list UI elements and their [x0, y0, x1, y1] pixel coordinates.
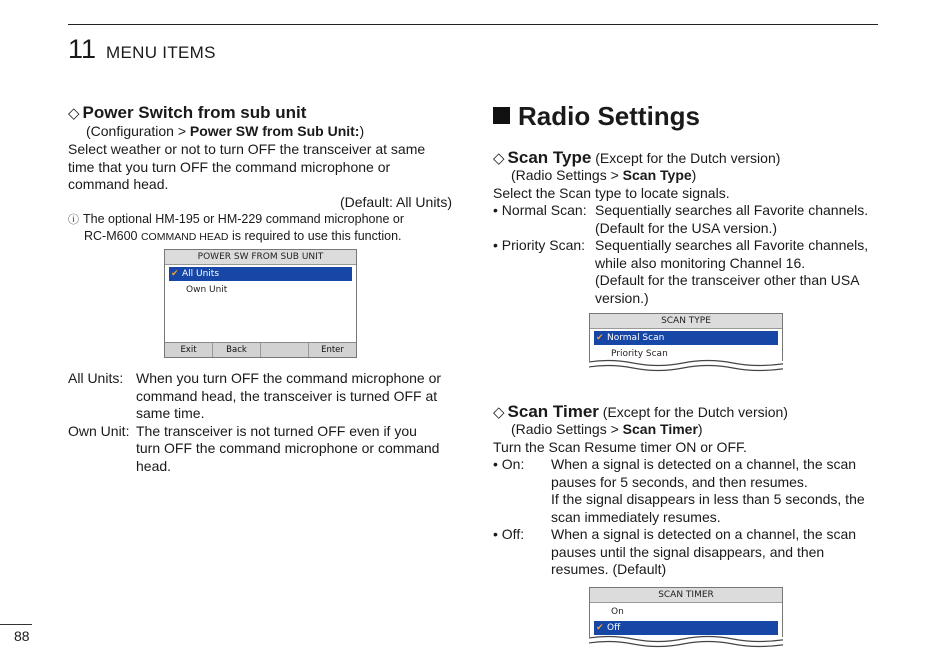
scan-timer-path: (Radio Settings > Scan Timer)	[511, 421, 703, 437]
power-switch-description: Select weather or not to turn OFF the transceiver at same time that you turn OFF the command microphone or command head.	[68, 141, 426, 192]
checkmark-icon: ✔	[171, 269, 179, 279]
page-number: 88	[14, 628, 30, 644]
list-item-off[interactable]: ✔ Off	[594, 621, 778, 635]
screen-title: SCAN TYPE	[590, 314, 782, 329]
diamond-outline-icon: ◇	[68, 105, 80, 122]
list-item-normal-scan[interactable]: ✔ Normal Scan	[594, 331, 778, 345]
screen-title: POWER SW FROM SUB UNIT	[165, 250, 356, 265]
power-switch-options: All Units: When you turn OFF the command microphone or command head, the transceiver is turned OFF at same time. Own Unit: The transceiver is not turned OFF even if you turn OFF the command microphone or command head.	[68, 370, 442, 474]
exit-key[interactable]: Exit	[165, 343, 213, 357]
power-switch-path: (Configuration > Power SW from Sub Unit:)	[86, 123, 365, 139]
chapter-header	[68, 34, 216, 65]
list-item-all-units[interactable]: ✔ All Units	[169, 267, 352, 281]
black-square-icon	[493, 107, 510, 124]
power-switch-title: Power Switch from sub unit	[82, 103, 307, 122]
footer-rule	[0, 624, 32, 625]
scan-type-heading: ◇ Scan Type (Except for the Dutch version)	[493, 148, 781, 167]
header-rule	[68, 24, 878, 25]
chapter-title: MENU ITEMS	[106, 43, 216, 62]
scan-type-screen	[589, 313, 783, 373]
power-sw-screen	[164, 249, 357, 358]
term-all-units: All Units:	[68, 370, 124, 386]
screen-title: SCAN TIMER	[590, 588, 782, 603]
torn-edge	[589, 631, 783, 649]
power-switch-default: (Default: All Units)	[339, 194, 452, 210]
scan-type-description: Select the Scan type to locate signals.	[493, 185, 730, 201]
scan-type-options: • Normal Scan: Sequentially searches all Favorite channels. (Default for the USA version.) • Priority Scan: Sequentially searches all Favorite channels, while also monitoring Channel 16. (Default for the transceiver other than USA version.)	[493, 202, 869, 306]
term-own-unit: Own Unit:	[68, 422, 130, 439]
radio-settings-heading: Radio Settings	[493, 101, 700, 132]
diamond-outline-icon: ◇	[493, 150, 505, 167]
torn-edge	[589, 355, 783, 373]
enter-key[interactable]: Enter	[321, 345, 344, 355]
list-item-on[interactable]: On	[611, 607, 624, 617]
scan-timer-description: Turn the Scan Resume timer ON or OFF.	[493, 439, 747, 455]
scan-type-path: (Radio Settings > Scan Type)	[511, 167, 697, 183]
back-key[interactable]: Back	[213, 343, 261, 357]
power-switch-heading	[68, 103, 306, 123]
list-item-own-unit[interactable]: Own Unit	[186, 285, 228, 295]
blank-key[interactable]	[261, 343, 309, 357]
scan-timer-heading: ◇ Scan Timer (Except for the Dutch version)	[493, 402, 788, 421]
scan-timer-options: • On: When a signal is detected on a channel, the scan pauses for 5 seconds, and then resumes. If the signal disappears in less than 5 seconds, the scan immediately resumes. • Off: When a signal is detected on a channel, the scan pauses until the signal disappears, and then resumes. (Default)	[493, 456, 865, 577]
checkmark-icon: ✔	[596, 333, 604, 343]
chapter-number: 11	[68, 34, 97, 64]
checkmark-icon: ✔	[596, 623, 604, 633]
list-item-priority-scan[interactable]: Priority Scan	[611, 349, 668, 359]
info-circle-icon: ⓘ	[68, 214, 79, 226]
function-key-bar	[165, 342, 356, 357]
scan-timer-screen	[589, 587, 783, 649]
diamond-outline-icon: ◇	[493, 404, 505, 421]
power-switch-note: ⓘ The optional HM-195 or HM-229 command microphone or RC-M600 COMMAND HEAD is required to use this function.	[68, 212, 404, 243]
